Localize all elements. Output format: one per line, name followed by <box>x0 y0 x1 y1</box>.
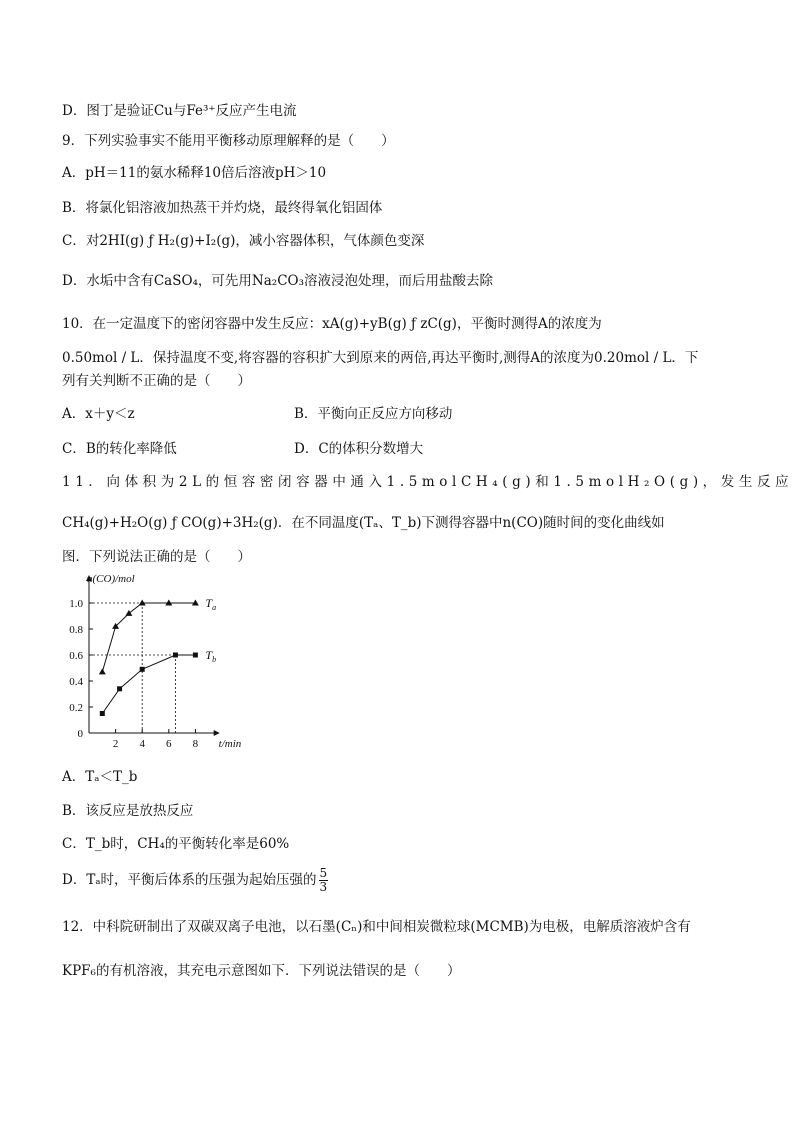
q12-stem-line2: KPF₆的有机溶液，其充电示意图如下．下列说法错误的是（ ） <box>62 963 461 979</box>
data-point-tb <box>173 653 178 658</box>
data-point-ta <box>99 668 106 674</box>
q9-option-a: A．pH＝11的氨水稀释10倍后溶液pH＞10 <box>62 165 327 181</box>
q9-option-d: D．水垢中含有CaSO₄，可先用Na₂CO₃溶液浸泡处理，而后用盐酸去除 <box>62 273 494 289</box>
q9-option-b: B．将氯化铝溶液加热蒸干并灼烧，最终得氧化铝固体 <box>62 200 383 216</box>
q10-options-row1 <box>62 404 754 424</box>
q10-stem-line2: 0.50mol / L．保持温度不变,将容器的容积扩大到原来的两倍,再达平衡时,测得A的浓度为0.20mol / L．下 <box>62 350 699 366</box>
q10-option-d: D．C的体积分数增大 <box>294 441 424 457</box>
x-tick-label: 4 <box>139 738 145 750</box>
series-label-tb: $T_b$ <box>205 648 217 664</box>
q11-stem-line2: CH₄(g)+H₂O(g) ƒ CO(g)+3H₂(g)．在不同温度(Tₐ、T_b)下测得容器中n(CO)随时间的变化曲线如 <box>62 515 665 531</box>
fraction-denominator: 3 <box>319 880 328 894</box>
x-tick-label: 2 <box>112 738 119 750</box>
q10-stem-line3: 列有关判断不正确的是（ ） <box>62 373 251 389</box>
data-point-tb <box>100 711 105 716</box>
data-point-tb <box>117 686 122 691</box>
q10-stem-line1: 10．在一定温度下的密闭容器中发生反应：xA(g)+yB(g) ƒ zC(g)，平衡时测得A的浓度为 <box>62 316 602 332</box>
q8-option-d: D．图丁是验证Cu与Fe³⁺反应产生电流 <box>62 103 297 119</box>
q12-stem-line1: 12．中科院研制出了双碳双离子电池，以石墨(Cₙ)和中间相炭微粒球(MCMB)为电极，电解质溶液炉含有 <box>62 919 691 935</box>
data-point-tb <box>193 653 198 658</box>
q10-option-b: B．平衡向正反应方向移动 <box>294 406 453 422</box>
q11-option-b: B．该反应是放热反应 <box>62 803 194 819</box>
x-tick-label: 8 <box>192 738 199 750</box>
y-tick-label: 0.4 <box>69 676 83 688</box>
y-tick-label: 0 <box>77 728 83 740</box>
q11-option-d <box>62 867 754 894</box>
q11-option-c: C．T_b时，CH₄的平衡转化率是60% <box>62 836 290 852</box>
y-tick-label: 0.6 <box>69 650 83 662</box>
q11-option-d-text: D．Tₐ时，平衡后体系的压强为起始压强的 <box>62 872 317 888</box>
q10-option-a: A．x＋y＜z <box>62 406 135 422</box>
q10-option-c: C．B的转化率降低 <box>62 441 177 457</box>
series-line-tb <box>102 655 195 714</box>
series-label-ta: $T_a$ <box>205 596 217 612</box>
y-axis-label: n(CO)/mol <box>87 573 135 585</box>
fraction-numerator: 5 <box>319 866 328 880</box>
q10-options-row2 <box>62 439 754 459</box>
data-point-tb <box>140 667 145 672</box>
n-co-time-chart <box>62 572 292 757</box>
y-tick-label: 1.0 <box>69 598 83 610</box>
q9-option-c: C．对2HI(g) ƒ H₂(g)+I₂(g)，减小容器体积，气体颜色变深 <box>62 233 425 249</box>
q11-stem-line3: 图．下列说法正确的是（ ） <box>62 549 251 565</box>
q11-stem-line1: 11．向体积为2L的恒容密闭容器中通入1.5molCH₄(g)和1.5molH₂O(g)，发生反应 <box>62 474 794 490</box>
x-axis-label: t/min <box>218 738 242 750</box>
fraction-five-thirds <box>319 867 329 894</box>
series-line-ta <box>102 603 195 672</box>
x-tick-label: 6 <box>166 738 172 750</box>
q9-stem: 9．下列实验事实不能用平衡移动原理解释的是（ ） <box>62 133 395 149</box>
y-tick-label: 0.2 <box>69 702 83 714</box>
data-point-ta <box>125 610 132 616</box>
q11-option-a: A．Tₐ＜T_b <box>62 769 138 785</box>
y-tick-label: 0.8 <box>69 624 83 636</box>
